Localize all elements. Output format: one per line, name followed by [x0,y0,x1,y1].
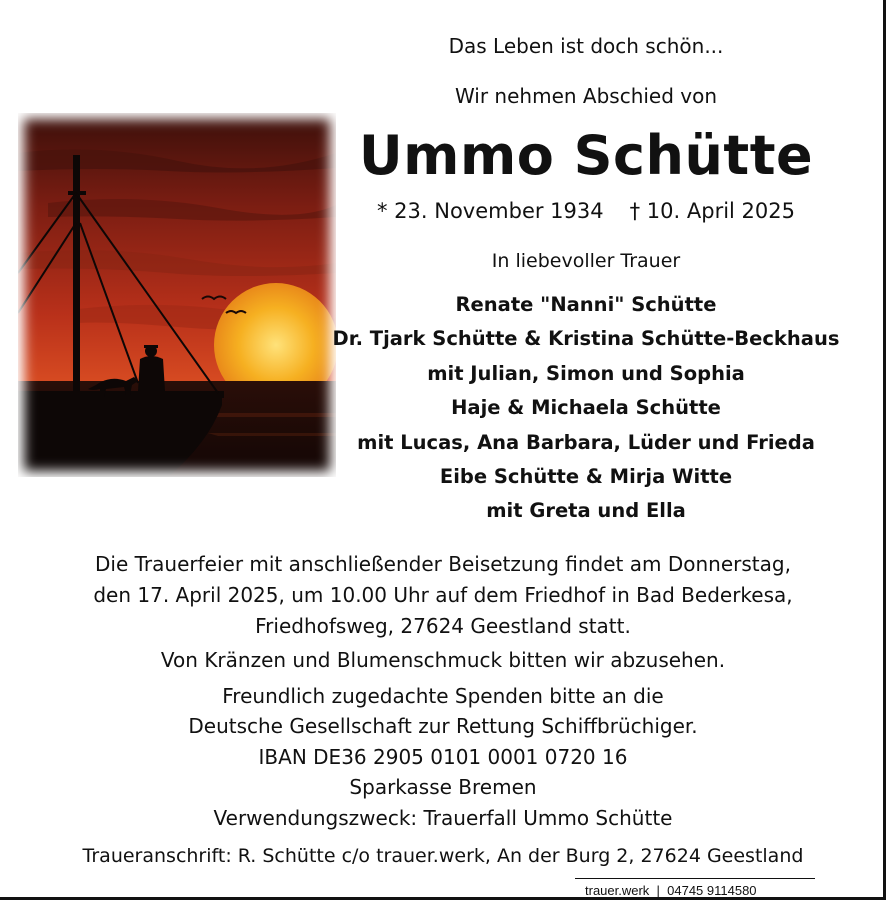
ceremony-line: Die Trauerfeier mit anschließender Beisetzung findet am Donnerstag, [95,552,791,576]
donation-info [20,681,866,833]
sunset-boat-painting-icon [18,113,336,477]
donation-line: Freundlich zugedachte Spenden bitte an die [222,684,664,708]
ceremony-info [20,549,866,642]
birth-date: * 23. November 1934 [377,199,604,223]
family-line: Eibe Schütte & Mirja Witte [439,464,733,488]
life-dates [345,199,827,223]
donation-line: Deutsche Gesellschaft zur Rettung Schiffbrüchiger. [188,714,698,739]
mourning-intro: In liebevoller Trauer [491,250,681,272]
family-line: mit Julian, Simon und Sophia [427,361,745,385]
family-line: Haje & Michaela Schütte [451,396,721,420]
ceremony-line: den 17. April 2025, um 10.00 Uhr auf dem Friedhof in Bad Bederkesa, [93,583,793,607]
deceased-name: Ummo Schütte [358,124,814,187]
farewell-intro: Wir nehmen Abschied von [454,84,718,108]
death-date: † 10. April 2025 [629,199,795,223]
donation-line: Verwendungszweck: Trauerfall Ummo Schütte [213,805,673,830]
family-line: mit Lucas, Ana Barbara, Lüder und Frieda [357,430,815,454]
mourning-address: Traueranschrift: R. Schütte c/o trauer.werk, An der Burg 2, 27624 Geestland [82,845,804,867]
donation-line: Sparkasse Bremen [349,775,537,800]
footer-divider [575,878,815,879]
family-line: mit Greta und Ella [486,499,686,523]
family-line: Renate "Nanni" Schütte [455,293,717,316]
donation-line: IBAN DE36 2905 0101 0001 0720 16 [258,744,628,769]
flowers-note: Von Kränzen und Blumenschmuck bitten wir abzusehen. [160,648,726,672]
ceremony-line: Friedhofsweg, 27624 Geestland statt. [255,614,631,638]
family-list [330,288,842,529]
footer-contact: trauer.werk | 04745 9114580 [585,883,757,898]
family-line: Dr. Tjark Schütte & Kristina Schütte-Beckhaus [332,327,840,351]
motto: Das Leben ist doch schön... [448,34,724,58]
